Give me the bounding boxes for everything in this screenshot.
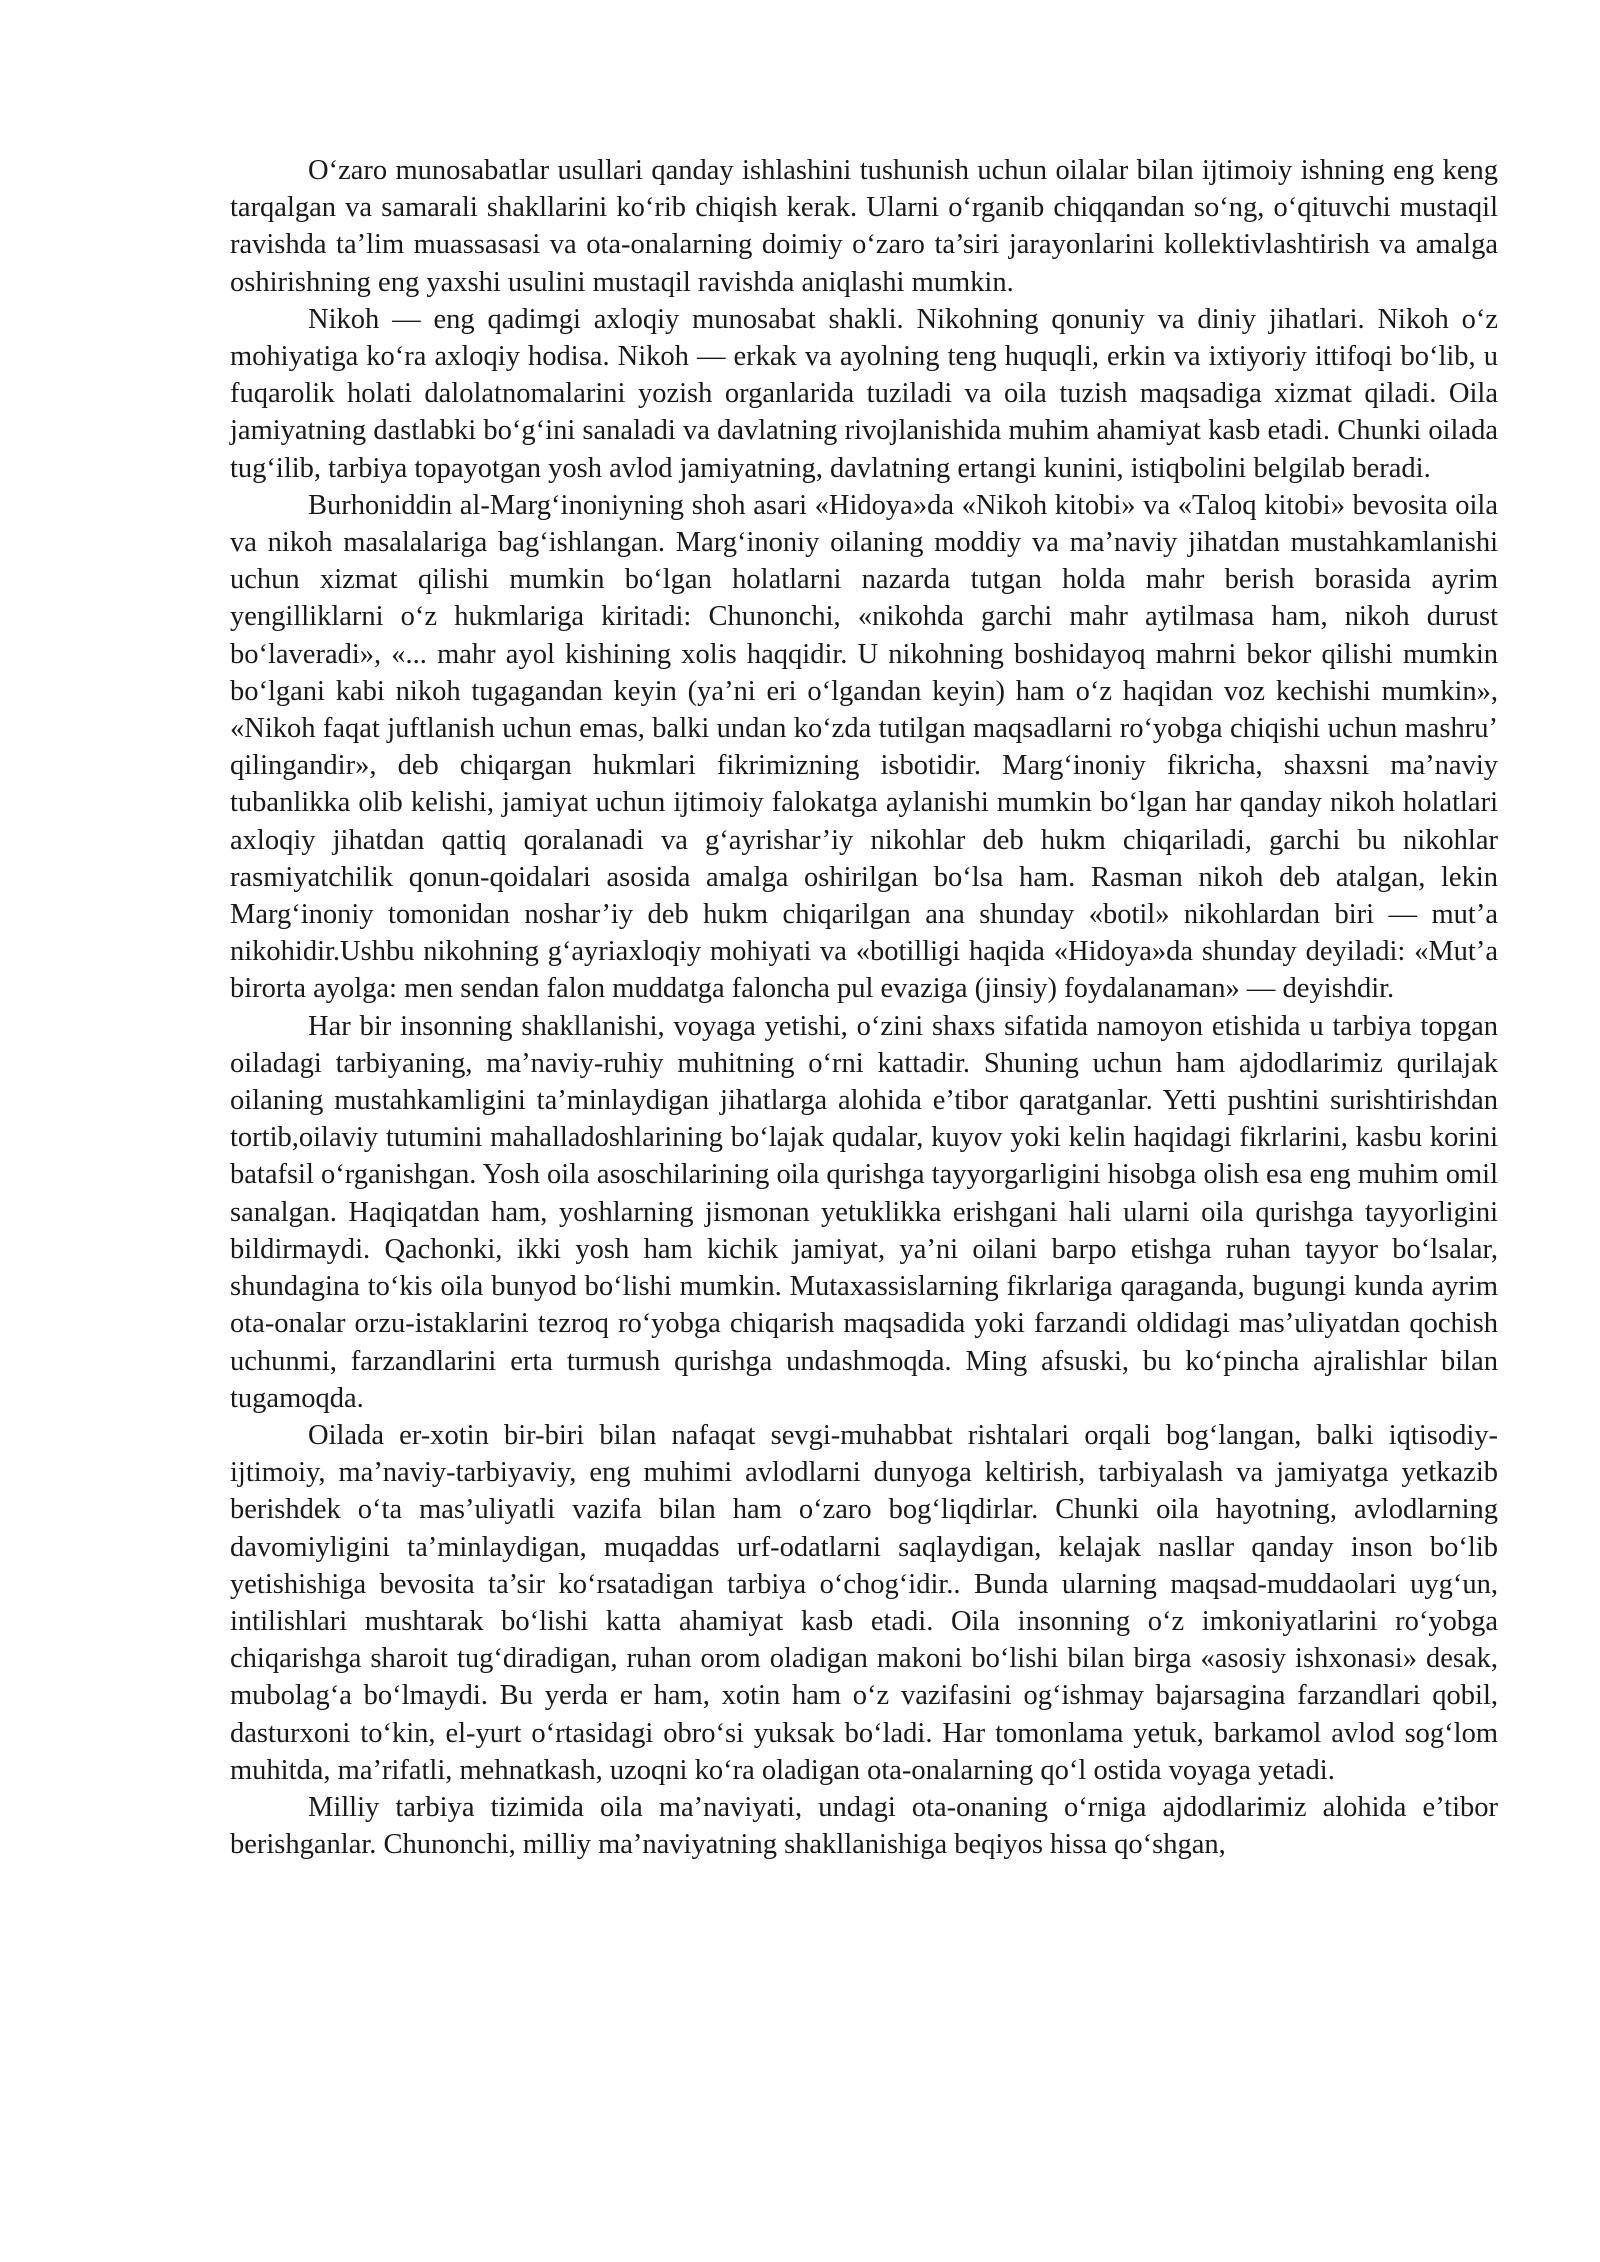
paragraph-4: Har bir insonning shakllanishi, voyaga yetishi, o‘zini shaxs sifatida namoyon etishida u tarbiya topgan oiladagi tarbiyaning, ma’naviy-ruhiy muhitning o‘rni kattadir. Shuning uchun ham ajdodlarimiz qurilajak oilaning mustahkamligini ta’minlaydigan jihatlarga alohida e’tibor qaratganlar. Yetti pushtini surishtirishdan tortib,oilaviy tutumini mahalladoshlarining bo‘lajak qudalar, kuyov yoki kelin haqidagi fikrlarini, kasbu korini batafsil o‘rganishgan. Yosh oila asoschilarining oila qurishga tayyorgarligini hisobga olish esa eng muhim omil sanalgan. Haqiqatdan ham, yoshlarning jismonan yetuklikka erishgani hali ularni oila qurishga tayyorligini bildirmaydi. Qachonki, ikki yosh ham kichik jamiyat, ya’ni oilani barpo etishga ruhan tayyor bo‘lsalar, shundagina to‘kis oila bunyod bo‘lishi mumkin. Mutaxassislarning fikrlariga qaraganda, bugungi kunda ayrim ota-onalar orzu-istaklarini tezroq ro‘yobga chiqarish maqsadida yoki farzandi oldidagi mas’uliyatdan qochish uchunmi, farzandlarini erta turmush qurishga undashmoqda. Ming afsuski, bu ko‘pincha ajralishlar bilan tugamoqda. [230, 1010, 1498, 1414]
paragraph-5: Oilada er-xotin bir-biri bilan nafaqat sevgi-muhabbat rishtalari orqali bog‘langan, balki iqtisodiy-ijtimoiy, ma’naviy-tarbiyaviy, eng muhimi avlodlarni dunyoga keltirish, tarbiyalash va jamiyatga yetkazib berishdek o‘ta mas’uliyatli vazifa bilan ham o‘zaro bog‘liqdirlar. Chunki oila hayotning, avlodlarning davomiyligini ta’minlaydigan, muqaddas urf-odatlarni saqlaydigan, kelajak nasllar qanday inson bo‘lib yetishishiga bevosita ta’sir ko‘rsatadigan tarbiya o‘chog‘idir.. Bunda ularning maqsad-muddaolari uyg‘un, intilishlari mushtarak bo‘lishi katta ahamiyat kasb etadi. Oila insonning o‘z imkoniyatlarini ro‘yobga chiqarishga sharoit tug‘diradigan, ruhan orom oladigan makoni bo‘lishi bilan birga «asosiy ishxonasi» desak, mubolag‘a bo‘lmaydi. Bu yerda er ham, xotin ham o‘z vazifasini og‘ishmay bajarsagina farzandlari qobil, dasturxoni to‘kin, el-yurt o‘rtasidagi obro‘si yuksak bo‘ladi. Har tomonlama yetuk, barkamol avlod sog‘lom muhitda, ma’rifatli, mehnatkash, uzoqni ko‘ra oladigan ota-onalarning qo‘l ostida voyaga yetadi. [230, 1419, 1498, 1786]
document-page [230, 152, 1498, 1863]
paragraph-2: Nikoh — eng qadimgi axloqiy munosabat shakli. Nikohning qonuniy va diniy jihatlari. Nikoh o‘z mohiyatiga ko‘ra axloqiy hodisa. Nikoh — erkak va ayolning teng huquqli, erkin va ixtiyoriy ittifoqi bo‘lib, u fuqarolik holati dalolatnomalarini yozish organlarida tuziladi va oila tuzish maqsadiga xizmat qiladi. Oila jamiyatning dastlabki bo‘g‘ini sanaladi va davlatning rivojlanishida muhim ahamiyat kasb etadi. Chunki oilada tug‘ilib, tarbiya topayotgan yosh avlod jamiyatning, davlatning ertangi kunini, istiqbolini belgilab beradi. [230, 303, 1498, 484]
paragraph-6: Milliy tarbiya tizimida oila ma’naviyati, undagi ota-onaning o‘rniga ajdodlarimiz alohida e’tibor berishganlar. Chunonchi, milliy ma’naviyatning shakllanishiga beqiyos hissa qo‘shgan, [230, 1791, 1498, 1861]
paragraph-1: O‘zaro munosabatlar usullari qanday ishlashini tushunish uchun oilalar bilan ijtimoiy ishning eng keng tarqalgan va samarali shakllarini ko‘rib chiqish kerak. Ularni o‘rganib chiqqandan so‘ng, o‘qituvchi mustaqil ravishda ta’lim muassasasi va ota-onalarning doimiy o‘zaro ta’siri jarayonlarini kollektivlashtirish va amalga oshirishning eng yaxshi usulini mustaqil ravishda aniqlashi mumkin. [230, 155, 1498, 298]
paragraph-3: Burhoniddin al-Marg‘inoniyning shoh asari «Hidoya»da «Nikoh kitobi» va «Taloq kitobi» bevosita oila va nikoh masalalariga bag‘ishlangan. Marg‘inoniy oilaning moddiy va ma’naviy jihatdan mustahkamlanishi uchun xizmat qilishi mumkin bo‘lgan holatlarni nazarda tutgan holda mahr berish borasida ayrim yengilliklarni o‘z hukmlariga kiritadi: Chunonchi, «nikohda garchi mahr aytilmasa ham, nikoh durust bo‘laveradi», «... mahr ayol kishining xolis haqqidir. U nikohning boshidayoq mahrni bekor qilishi mumkin bo‘lgani kabi nikoh tugagandan keyin (ya’ni eri o‘lgandan keyin) ham o‘z haqidan voz kechishi mumkin», «Nikoh faqat juftlanish uchun emas, balki undan ko‘zda tutilgan maqsadlarni ro‘yobga chiqishi uchun mashru’ qilingandir», deb chiqargan hukmlari fikrimizning isbotidir. Marg‘inoniy fikricha, shaxsni ma’naviy tubanlikka olib kelishi, jamiyat uchun ijtimoiy falokatga aylanishi mumkin bo‘lgan har qanday nikoh holatlari axloqiy jihatdan qattiq qoralanadi va g‘ayrishar’iy nikohlar deb hukm chiqariladi, garchi bu nikohlar rasmiyatchilik qonun-qoidalari asosida amalga oshirilgan bo‘lsa ham. Rasman nikoh deb atalgan, lekin Marg‘inoniy tomonidan noshar’iy deb hukm chiqarilgan ana shunday «botil» nikohlardan biri — mut’a nikohidir.Ushbu nikohning g‘ayriaxloqiy mohiyati va «botilligi haqida «Hidoya»da shunday deyiladi: «Mut’a birorta ayolga: men sendan falon muddatga faloncha pul evaziga (jinsiy) foydalanaman» — deyishdir. [230, 489, 1498, 1005]
